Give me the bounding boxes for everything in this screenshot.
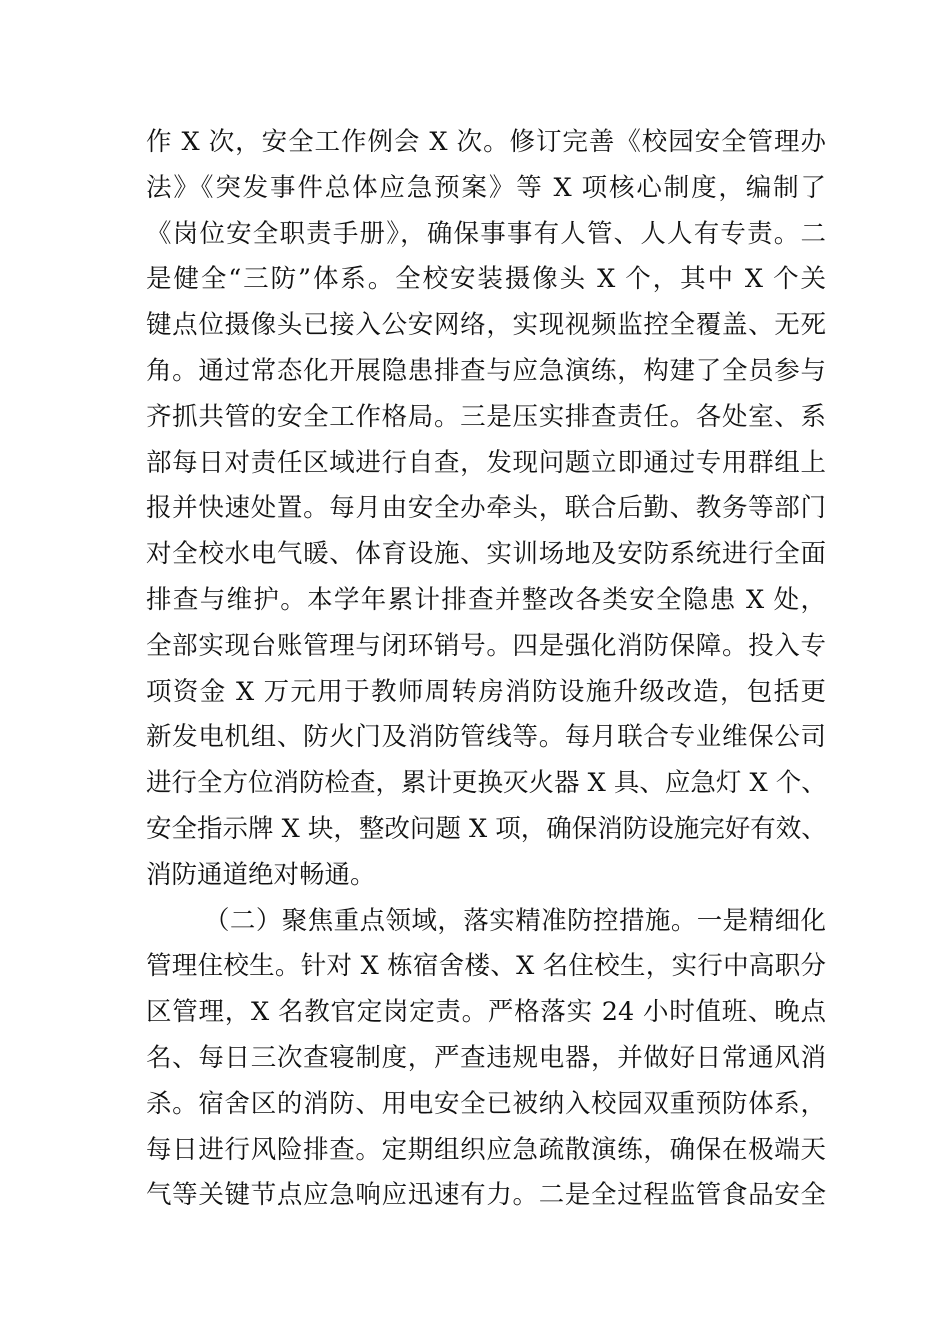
paragraph-line: 《岗位安全职责手册》，确保事事有人管、人人有专责。二: [146, 218, 826, 249]
paragraph-line: 部每日对责任区域进行自查，发现问题立即通过专用群组上: [146, 447, 826, 478]
paragraph-line: 是健全“三防”体系。全校安装摄像头 X 个，其中 X 个关: [146, 264, 826, 295]
paragraph-line: 键点位摄像头已接入公安网络，实现视频监控全覆盖、无死: [146, 310, 826, 341]
paragraph-line: 安全指示牌 X 块，整改问题 X 项，确保消防设施完好有效、: [146, 813, 827, 844]
paragraph-line: 进行全方位消防检查，累计更换灭火器 X 具、应急灯 X 个、: [146, 768, 827, 799]
paragraph-line: 消防通道绝对畅通。: [146, 859, 376, 890]
paragraph-line: 作 X 次，安全工作例会 X 次。修订完善《校园安全管理办: [146, 127, 826, 157]
paragraph-line: 对全校水电气暖、体育设施、实训场地及安防系统进行全面: [146, 539, 826, 570]
paragraph-heading-line: （二）聚焦重点领域，落实精准防控措施。一是精细化: [204, 905, 826, 936]
paragraph-line: 区管理，X 名教官定岗定责。严格落实 24 小时值班、晚点: [146, 997, 826, 1028]
document-body: [146, 120, 826, 1219]
paragraph-line: 角。通过常态化开展隐患排查与应急演练，构建了全员参与: [146, 355, 826, 386]
paragraph-line: 排查与维护。本学年累计排查并整改各类安全隐患 X 处，: [146, 584, 826, 615]
paragraph-line: 管理住校生。针对 X 栋宿舍楼、X 名住校生，实行中高职分: [146, 951, 826, 982]
paragraph-line: 法》《突发事件总体应急预案》等 X 项核心制度，编制了: [146, 172, 826, 203]
paragraph-line: 全部实现台账管理与闭环销号。四是强化消防保障。投入专: [146, 630, 826, 661]
paragraph-2: [146, 899, 826, 1220]
paragraph-line: 项资金 X 万元用于教师周转房消防设施升级改造，包括更: [146, 676, 826, 707]
paragraph-line: 每日进行风险排查。定期组织应急疏散演练，确保在极端天: [146, 1134, 826, 1165]
paragraph-line: 报并快速处置。每月由安全办牵头，联合后勤、教务等部门: [146, 493, 826, 524]
paragraph-line: 气等关键节点应急响应迅速有力。二是全过程监管食品安全: [146, 1180, 826, 1211]
paragraph-line: 新发电机组、防火门及消防管线等。每月联合专业维保公司: [146, 722, 826, 753]
paragraph-line: 名、每日三次查寝制度，严查违规电器，并做好日常通风消: [146, 1042, 826, 1073]
paragraph-line: 杀。宿舍区的消防、用电安全已被纳入校园双重预防体系，: [146, 1088, 826, 1119]
paragraph-1: [146, 120, 826, 899]
paragraph-line: 齐抓共管的安全工作格局。三是压实排查责任。各处室、系: [146, 401, 826, 432]
